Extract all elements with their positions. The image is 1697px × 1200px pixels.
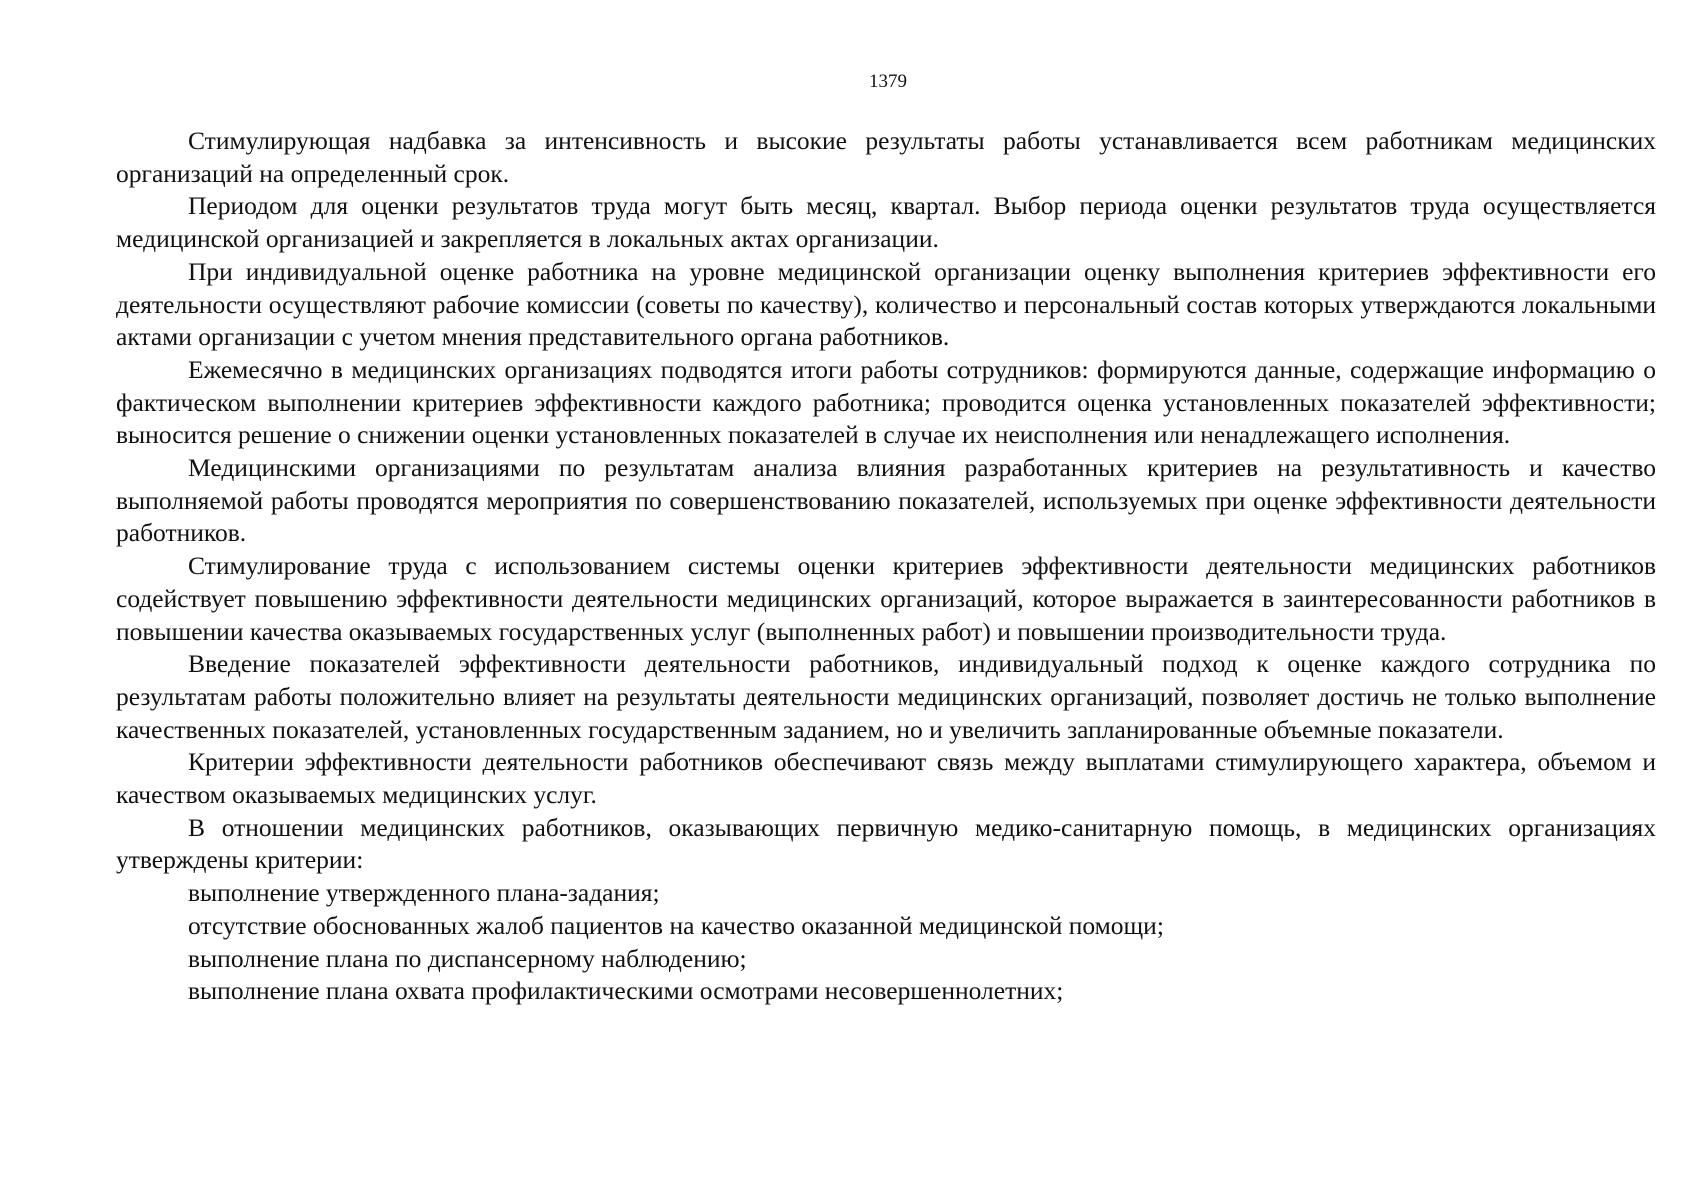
paragraph-monthly-results: Ежемесячно в медицинских организациях подводятся итоги работы сотрудников: формируются данные, содержащие информацию о фактическом выполнении критериев эффективности каждого работника; проводится оценка установленных показателей эффективности; выносится решение о снижении оценки установленных показателей в случае их неисполнения или ненадлежащего исполнения. [116, 354, 1656, 450]
paragraph-criteria-link: Критерии эффективности деятельности работников обеспечивают связь между выплатами стимулирующего характера, объемом и качеством оказываемых медицинских услуг. [116, 747, 1656, 810]
paragraph-incentive-bonus: Стимулирующая надбавка за интенсивность и высокие результаты работы устанавливается всем работникам медицинских организаций на определенный срок. [116, 126, 1656, 188]
criteria-list-item: отсутствие обоснованных жалоб пациентов на качество оказанной медицинской помощи; [188, 910, 1164, 940]
paragraph-labor-stimulation: Стимулирование труда с использованием системы оценки критериев эффективности деятельности медицинских работников содействует повышению эффективности деятельности медицинских организаций, которое выражается в заинтересованности работников в повышении качества оказываемых государственных услуг (выполненных работ) и повышении производительности труда. [116, 551, 1656, 646]
criteria-list-item: выполнение плана по диспансерному наблюдению; [188, 943, 747, 973]
document-body [116, 125, 1656, 1008]
paragraph-evaluation-period: Периодом для оценки результатов труда могут быть месяц, квартал. Выбор периода оценки результатов труда осуществляется медицинской организацией и закрепляется в локальных актах организации. [116, 191, 1656, 254]
paragraph-primary-care-criteria: В отношении медицинских работников, оказывающих первичную медико-санитарную помощь, в медицинских организациях утверждены критерии: [116, 812, 1656, 875]
paragraph-criteria-analysis: Медицинскими организациями по результатам анализа влияния разработанных критериев на результативность и качество выполняемой работы проводятся мероприятия по совершенствованию показателей, используемых при оценке эффективности деятельности работников. [116, 453, 1656, 548]
paragraph-individual-evaluation: При индивидуальной оценке работника на уровне медицинской организации оценку выполнения критериев эффективности его деятельности осуществляют рабочие комиссии (советы по качеству), количество и персональный состав которых утверждаются локальными актами организации с учетом мнения представительного органа работников. [116, 256, 1656, 352]
criteria-list-item: выполнение плана охвата профилактическими осмотрами несовершеннолетних; [188, 976, 1064, 1006]
paragraph-indicators-introduction: Введение показателей эффективности деятельности работников, индивидуальный подход к оценке каждого сотрудника по результатам работы положительно влияет на результаты деятельности медицинских организаций, позволяет достичь не только выполнение качественных показателей, установленных государственным заданием, но и увеличить запланированные объемные показатели. [116, 649, 1656, 744]
criteria-list-item: выполнение утвержденного плана-задания; [188, 878, 660, 908]
page-number: 1379 [869, 71, 907, 92]
